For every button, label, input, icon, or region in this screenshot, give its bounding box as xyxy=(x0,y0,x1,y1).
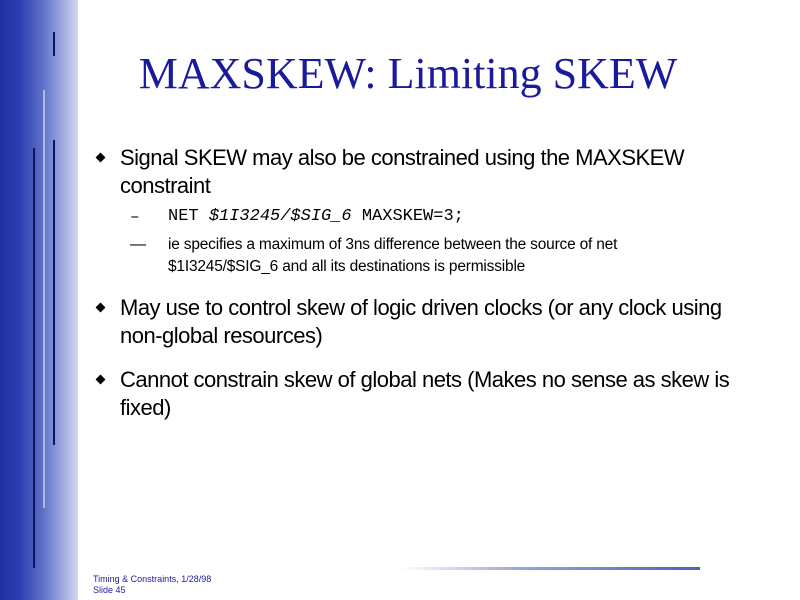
footer-slide-number: Slide 45 xyxy=(93,585,126,595)
sidebar-line xyxy=(53,32,55,56)
slide-body xyxy=(90,144,730,422)
code-suffix: MAXSKEW=3; xyxy=(351,207,464,226)
bullet-item xyxy=(90,294,730,350)
sidebar-line xyxy=(43,90,45,508)
footer-title: Timing & Constraints, 1/28/98 xyxy=(93,574,212,584)
dash-marker: – xyxy=(130,208,140,226)
diamond-bullet-icon xyxy=(96,375,106,385)
bullet-text: Signal SKEW may also be constrained using the MAXSKEW constraint xyxy=(120,145,685,198)
sub-item-text xyxy=(90,234,730,278)
footer-rule xyxy=(400,567,700,570)
bullet-text: May use to control skew of logic driven clocks (or any clock using non-global resources) xyxy=(120,295,722,348)
dash-marker: — xyxy=(130,236,146,253)
sidebar-line xyxy=(53,140,55,445)
diamond-bullet-icon xyxy=(96,303,106,313)
slide-title: MAXSKEW: Limiting SKEW xyxy=(138,49,678,98)
bullet-item xyxy=(90,366,730,422)
slide-footer xyxy=(93,574,211,596)
sub-item-description: ie specifies a maximum of 3ns difference between the source of net $1I3245/$SIG_6 and all its destinations is permissible xyxy=(168,236,618,275)
code-prefix: NET xyxy=(168,207,209,226)
bullet-text: Cannot constrain skew of global nets (Makes no sense as skew is fixed) xyxy=(120,367,730,420)
bullet-item xyxy=(90,144,730,200)
code-net-path: $1I3245/$SIG_6 xyxy=(208,207,352,226)
diamond-bullet-icon xyxy=(96,153,106,163)
sub-item-code xyxy=(90,206,730,228)
decorative-sidebar xyxy=(0,0,78,600)
sidebar-line xyxy=(33,148,35,568)
